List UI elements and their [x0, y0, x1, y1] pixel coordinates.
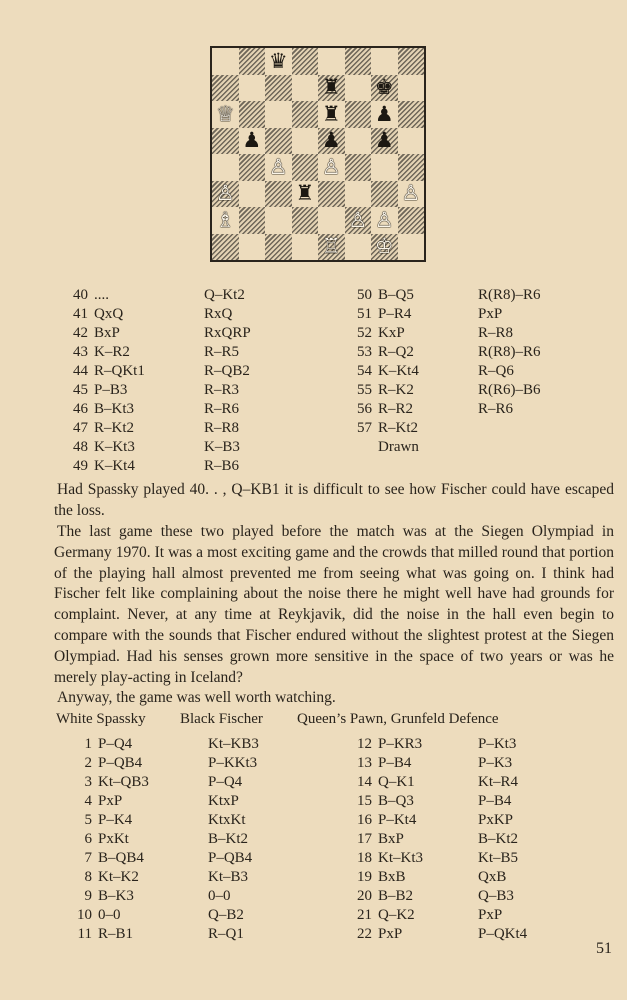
board-square: [345, 181, 372, 208]
black-move: P–KKt3: [208, 755, 258, 771]
board-square: [239, 181, 266, 208]
move-number: 55: [357, 382, 372, 398]
white-move: KxP: [378, 325, 405, 341]
move-number: 52: [357, 325, 372, 341]
move-number: 11: [77, 926, 92, 942]
move-row: [348, 811, 558, 830]
move-row: [60, 438, 274, 457]
move-row: [348, 343, 558, 362]
board-square: [239, 154, 266, 181]
black-piece-icon: ♟: [321, 128, 341, 153]
board-square: [371, 101, 398, 128]
black-move: Q–B2: [208, 907, 244, 923]
black-move: P–K3: [478, 755, 513, 771]
board-square: [292, 234, 319, 261]
white-move: P–K4: [98, 812, 133, 828]
black-piece-icon: ♟: [374, 128, 394, 153]
white-piece-icon: ♙: [401, 181, 421, 206]
black-move: P–Kt3: [478, 736, 517, 752]
black-piece-icon: ♚: [374, 75, 394, 100]
move-number: 19: [357, 869, 372, 885]
board-square: [398, 234, 425, 261]
white-move: Drawn: [378, 439, 419, 455]
moves-table-top-left: [60, 286, 274, 476]
board-square: [318, 181, 345, 208]
board-square: [212, 207, 239, 234]
board-square: [292, 154, 319, 181]
move-row: [60, 362, 274, 381]
chess-diagram: [210, 46, 426, 262]
board-square: [371, 234, 398, 261]
move-row: [348, 286, 558, 305]
board-square: [239, 75, 266, 102]
black-move: [478, 419, 558, 438]
black-move: R–R8: [478, 325, 514, 341]
black-move: RxQ: [204, 306, 233, 322]
move-row: [60, 811, 288, 830]
black-piece-icon: ♟: [242, 128, 262, 153]
moves-table-bottom-left: [60, 735, 288, 944]
move-row: [348, 419, 558, 438]
white-move: P–B3: [94, 382, 128, 398]
move-number: 22: [357, 926, 372, 942]
board-square: [265, 128, 292, 155]
move-row: [348, 792, 558, 811]
move-row: [60, 868, 288, 887]
black-move: R–R3: [204, 382, 240, 398]
board-square: [318, 154, 345, 181]
board-square: [318, 48, 345, 75]
move-row: [348, 324, 558, 343]
move-number: 14: [357, 774, 372, 790]
move-number: 53: [357, 344, 372, 360]
white-move: P–R4: [378, 306, 412, 322]
black-piece-icon: ♜: [321, 101, 341, 126]
move-number: 9: [84, 888, 92, 904]
move-row: [60, 830, 288, 849]
board-square: [292, 48, 319, 75]
board-square: [398, 181, 425, 208]
move-row: [348, 438, 558, 457]
board-square: [371, 154, 398, 181]
move-number: 43: [73, 344, 88, 360]
white-move: R–Kt2: [378, 420, 419, 436]
white-piece-icon: ♗: [215, 207, 235, 232]
move-number: 16: [357, 812, 372, 828]
black-move: R(R6)–B6: [478, 382, 541, 398]
move-number: 18: [357, 850, 372, 866]
white-move: Kt–Kt3: [378, 850, 423, 866]
black-move: R–R8: [204, 420, 240, 436]
white-move: R–K2: [378, 382, 414, 398]
board-square: [239, 128, 266, 155]
move-number: 13: [357, 755, 372, 771]
board-square: [212, 101, 239, 128]
move-number: 17: [357, 831, 372, 847]
board-square: [265, 101, 292, 128]
black-move: P–QB4: [208, 850, 253, 866]
board-square: [398, 101, 425, 128]
white-move: B–K3: [98, 888, 134, 904]
move-row: [348, 305, 558, 324]
move-number: 49: [73, 458, 88, 474]
board-square: [265, 181, 292, 208]
board-square: [398, 48, 425, 75]
move-number: 50: [357, 287, 372, 303]
black-move: R–R6: [478, 401, 514, 417]
white-move: R–B1: [98, 926, 134, 942]
header-black-player: Black Fischer: [180, 711, 263, 727]
white-piece-icon: ♖: [321, 234, 341, 259]
black-move: KtxKt: [208, 812, 246, 828]
white-move: P–Q4: [98, 736, 133, 752]
white-move: 0–0: [98, 907, 121, 923]
board-square: [265, 48, 292, 75]
board-square: [265, 207, 292, 234]
move-number: 45: [73, 382, 88, 398]
black-move: PxP: [478, 306, 503, 322]
move-number: 48: [73, 439, 88, 455]
black-move: R–B6: [204, 458, 240, 474]
board-square: [239, 48, 266, 75]
move-number: 54: [357, 363, 372, 379]
white-move: BxP: [94, 325, 120, 341]
white-move: P–QB4: [98, 755, 143, 771]
move-row: [60, 773, 288, 792]
white-move: B–QB4: [98, 850, 144, 866]
moves-table-bottom-right: [348, 735, 558, 944]
board-square: [292, 181, 319, 208]
white-move: PxP: [98, 793, 123, 809]
move-row: [60, 343, 274, 362]
black-move: Kt–B5: [478, 850, 519, 866]
board-square: [398, 75, 425, 102]
white-move: BxB: [378, 869, 406, 885]
black-piece-icon: ♟: [374, 101, 394, 126]
move-number: 20: [357, 888, 372, 904]
white-piece-icon: ♙: [268, 154, 288, 179]
black-move: R–R6: [204, 401, 240, 417]
move-row: [348, 400, 558, 419]
move-row: [60, 419, 274, 438]
board-square: [239, 101, 266, 128]
white-piece-icon: ♙: [348, 207, 368, 232]
black-move: Q–B3: [478, 888, 514, 904]
move-row: [60, 754, 288, 773]
black-move: P–Q4: [208, 774, 243, 790]
move-row: [348, 362, 558, 381]
move-row: [60, 849, 288, 868]
black-move: QxB: [478, 869, 507, 885]
black-move: RxQRP: [204, 325, 251, 341]
board-square: [345, 207, 372, 234]
move-number: 8: [84, 869, 92, 885]
black-move: R–Q1: [208, 926, 244, 942]
white-move: K–Kt4: [378, 363, 419, 379]
move-number: 7: [84, 850, 92, 866]
black-move: R–R5: [204, 344, 240, 360]
paragraph-1: Had Spassky played 40. . , Q–KB1 it is difficult to see how Fischer could have escaped the loss.: [54, 481, 614, 519]
board-square: [345, 75, 372, 102]
black-move: [478, 438, 558, 457]
board-square: [212, 128, 239, 155]
white-move: Q–K1: [378, 774, 415, 790]
black-move: Kt–KB3: [208, 736, 259, 752]
board-square: [318, 75, 345, 102]
white-move: BxP: [378, 831, 404, 847]
board-square: [265, 75, 292, 102]
move-number: 1: [84, 736, 92, 752]
black-move: 0–0: [208, 888, 231, 904]
move-number: 44: [73, 363, 88, 379]
board-square: [265, 154, 292, 181]
black-move: B–Kt2: [208, 831, 249, 847]
paragraph-3: Anyway, the game was well worth watching.: [57, 689, 336, 706]
black-move: R–Q6: [478, 363, 514, 379]
white-move: B–B2: [378, 888, 414, 904]
black-piece-icon: ♛: [268, 48, 288, 73]
white-move: B–Q5: [378, 287, 414, 303]
move-number: 41: [73, 306, 88, 322]
white-piece-icon: ♕: [215, 101, 235, 126]
white-piece-icon: ♙: [215, 181, 235, 206]
board-square: [345, 48, 372, 75]
white-piece-icon: ♙: [374, 207, 394, 232]
black-move: Kt–B3: [208, 869, 249, 885]
move-row: [60, 400, 274, 419]
move-number: [348, 438, 372, 457]
black-move: B–Kt2: [478, 831, 519, 847]
header-white-player: White Spassky: [56, 711, 146, 727]
white-piece-icon: ♔: [374, 234, 394, 259]
white-move: R–R2: [378, 401, 414, 417]
black-move: P–B4: [478, 793, 512, 809]
black-move: KtxP: [208, 793, 239, 809]
move-row: [348, 735, 558, 754]
black-move: R–QB2: [204, 363, 250, 379]
white-move: Kt–K2: [98, 869, 139, 885]
white-move: R–QKt1: [94, 363, 145, 379]
board-square: [239, 207, 266, 234]
white-move: B–Kt3: [94, 401, 135, 417]
white-move: P–KR3: [378, 736, 423, 752]
move-row: [60, 925, 288, 944]
board-square: [318, 101, 345, 128]
board-square: [345, 154, 372, 181]
black-move: PxP: [478, 907, 503, 923]
white-move: P–Kt4: [378, 812, 417, 828]
header-opening: Queen’s Pawn, Grunfeld Defence: [297, 711, 499, 727]
board-square: [265, 234, 292, 261]
board-square: [398, 154, 425, 181]
move-row: [60, 286, 274, 305]
white-move: PxP: [378, 926, 403, 942]
board-square: [398, 207, 425, 234]
white-move: QxQ: [94, 306, 124, 322]
move-number: 4: [84, 793, 92, 809]
move-number: 12: [357, 736, 372, 752]
move-number: 51: [357, 306, 372, 322]
move-number: 3: [84, 774, 92, 790]
move-row: [348, 925, 558, 944]
move-number: 57: [357, 420, 372, 436]
move-number: 6: [84, 831, 92, 847]
move-row: [348, 906, 558, 925]
page-number: 51: [596, 940, 612, 957]
move-number: 40: [73, 287, 88, 303]
move-row: [60, 906, 288, 925]
white-move: Kt–QB3: [98, 774, 149, 790]
board-square: [318, 207, 345, 234]
move-number: 21: [357, 907, 372, 923]
board-square: [212, 48, 239, 75]
move-number: 2: [84, 755, 92, 771]
board-square: [345, 234, 372, 261]
black-move: K–B3: [204, 439, 240, 455]
black-move: P–QKt4: [478, 926, 528, 942]
move-number: 56: [357, 401, 372, 417]
move-row: [60, 887, 288, 906]
move-row: [348, 830, 558, 849]
board-square: [398, 128, 425, 155]
white-move: P–B4: [378, 755, 412, 771]
black-move: Q–Kt2: [204, 287, 245, 303]
move-row: [60, 735, 288, 754]
black-move: Kt–R4: [478, 774, 519, 790]
moves-table-top-right: [348, 286, 558, 457]
move-row: [60, 381, 274, 400]
paragraph-2: The last game these two played before the match was at the Siegen Olympiad in Germany 1970. It was a most exciting game and the crowds that milled round that portion of the playing hall almost prevented me from seeing what was going on. I think had Fischer felt like complaining about the noise there he might well have had grounds for complaint. Never, at any time at Reykjavik, did the noise in the hall even begin to compare with the sounds that Fischer endured without the slightest protest at the Siegen Olympiad. Had his senses grown more sensitive in the space of two years or was he merely play-acting in Iceland?: [54, 523, 614, 686]
board-square: [292, 128, 319, 155]
move-row: [348, 887, 558, 906]
white-move: R–Q2: [378, 344, 414, 360]
move-row: [348, 773, 558, 792]
move-number: 47: [73, 420, 88, 436]
move-row: [60, 792, 288, 811]
white-move: K–Kt3: [94, 439, 135, 455]
board-square: [371, 75, 398, 102]
move-row: [348, 849, 558, 868]
black-move: PxKP: [478, 812, 514, 828]
move-number: 46: [73, 401, 88, 417]
move-number: 42: [73, 325, 88, 341]
move-number: 5: [84, 812, 92, 828]
black-move: R(R8)–R6: [478, 344, 541, 360]
white-move: ....: [94, 287, 109, 303]
board-square: [292, 101, 319, 128]
white-move: R–Kt2: [94, 420, 135, 436]
board-square: [371, 207, 398, 234]
black-piece-icon: ♜: [295, 181, 315, 206]
black-piece-icon: ♜: [321, 75, 341, 100]
board-square: [345, 101, 372, 128]
board-square: [292, 207, 319, 234]
move-row: [60, 457, 274, 476]
board-square: [212, 234, 239, 261]
move-row: [60, 305, 274, 324]
board-square: [292, 75, 319, 102]
black-move: R(R8)–R6: [478, 287, 541, 303]
white-move: Q–K2: [378, 907, 415, 923]
board-square: [239, 234, 266, 261]
move-number: 15: [357, 793, 372, 809]
white-move: K–Kt4: [94, 458, 135, 474]
board-square: [212, 75, 239, 102]
white-move: K–R2: [94, 344, 130, 360]
move-number: 10: [77, 907, 92, 923]
white-move: PxKt: [98, 831, 129, 847]
white-piece-icon: ♙: [321, 154, 341, 179]
board-square: [371, 48, 398, 75]
board-square: [212, 181, 239, 208]
move-row: [348, 868, 558, 887]
board-square: [371, 181, 398, 208]
white-move: B–Q3: [378, 793, 414, 809]
board-square: [371, 128, 398, 155]
move-row: [348, 754, 558, 773]
board-square: [212, 154, 239, 181]
board-square: [345, 128, 372, 155]
move-row: [60, 324, 274, 343]
move-row: [348, 381, 558, 400]
board-square: [318, 234, 345, 261]
board-square: [318, 128, 345, 155]
